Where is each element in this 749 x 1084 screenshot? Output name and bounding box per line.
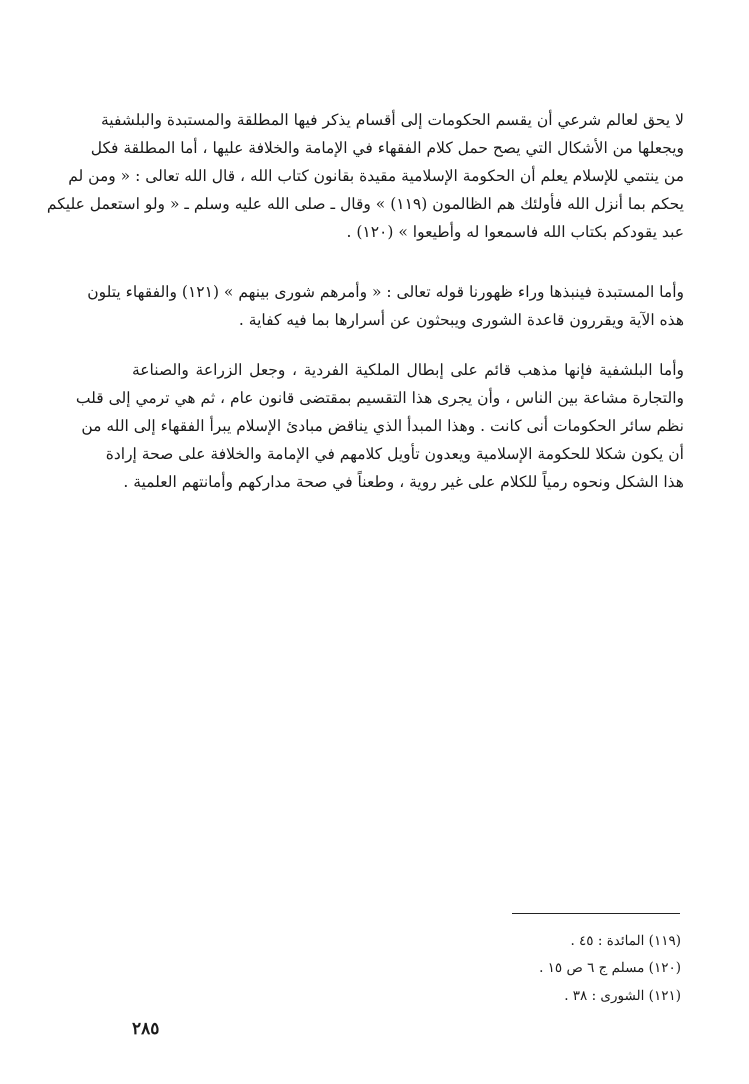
footnote-119: (١١٩) المائدة : ٤٥ . [570, 933, 681, 949]
text-line: هذه الآية ويقررون قاعدة الشورى ويبحثون عن أسرارها بما فيه كفاية . [238, 311, 684, 329]
text-line: عبد يقودكم بكتاب الله فاسمعوا له وأطيعوا » (١٢٠) . [346, 223, 684, 241]
paragraph-3 [75, 356, 684, 496]
page-number: ٢٨٥ [132, 1019, 160, 1039]
text-line: لا يحق لعالم شرعي أن يقسم الحكومات إلى أقسام يذكر فيها المطلقة والمستبدة والبلشفية [100, 111, 684, 129]
footnote-121: (١٢١) الشورى : ٣٨ . [564, 988, 681, 1004]
paragraph-2 [87, 278, 684, 334]
footnote-120: (١٢٠) مسلم ج ٦ ص ١٥ . [539, 960, 681, 976]
text-line: وأما البلشفية فإنها مذهب قائم على إبطال الملكية الفردية ، وجعل الزراعة والصناعة [132, 361, 684, 379]
text-line: وأما المستبدة فينبذها وراء ظهورنا قوله تعالى : « وأمرهم شورى بينهم » (١٢١) والفقهاء يتلون [87, 283, 684, 301]
text-line: ويجعلها من الأشكال التي يصح حمل كلام الفقهاء في الإمامة والخلافة عليها ، أما المطلقة فكل [90, 139, 684, 157]
paragraph-1 [46, 106, 684, 246]
text-line: نظم سائر الحكومات أنى كانت . وهذا المبدأ الذي يناقض مبادئ الإسلام يبرأ الفقهاء إلى الله من [81, 417, 684, 435]
text-line: والتجارة مشاعة بين الناس ، وأن يجرى هذا التقسيم بمقتضى قانون عام ، ثم هي ترمي إلى قلب [75, 389, 684, 407]
text-line: أن يكون شكلا للحكومة الإسلامية ويعدون تأويل كلامهم في الإمامة والخلافة على صحة إرادة [105, 445, 684, 463]
text-line: يحكم بما أنزل الله فأولئك هم الظالمون (١١٩) » وقال ـ صلى الله عليه وسلم ـ « ولو استعمل عليكم [46, 195, 684, 213]
footnote-divider [512, 913, 680, 914]
text-line: من ينتمي للإسلام يعلم أن الحكومة الإسلامية مقيدة بقانون كتاب الله ، قال الله تعالى : « ومن لم [68, 167, 684, 185]
text-line: هذا الشكل ونحوه رمياً للكلام على غير روية ، وطعناً في صحة مداركهم وأمانتهم العلمية . [123, 473, 684, 491]
